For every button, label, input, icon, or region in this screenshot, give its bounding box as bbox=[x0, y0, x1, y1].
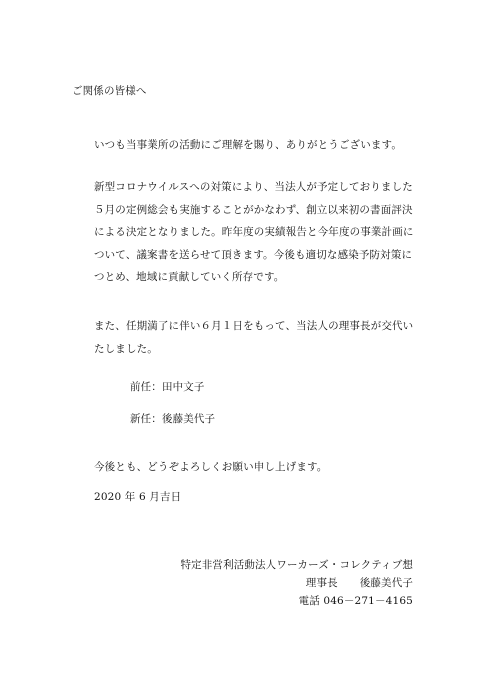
body-paragraph-1: 新型コロナウイルスへの対策により、当法人が予定しておりました５月の定例総会も実施することがかなわず、創立以来初の書面評決による決定となりました。昨年度の実績報告と今年度の事業計画について、議案書を送らせて頂きます。今後も適切な感染予防対策につとめ、地域に貢献していく所存です。 bbox=[94, 181, 414, 283]
organization-name: 特定非営利活動法人ワーカーズ・コレクティブ想 bbox=[180, 559, 413, 571]
representative-line bbox=[306, 576, 413, 590]
closing-line: 今後とも、どうぞよろしくお願い申し上げます。 bbox=[94, 461, 328, 473]
phone-line: 電話 046－271－4165 bbox=[298, 595, 413, 607]
greeting-line: いつも当事業所の活動にご理解を賜り、ありがとうございます。 bbox=[94, 139, 403, 151]
date-line: 2020 年 6 月吉日 bbox=[94, 491, 182, 503]
body-paragraph-2: また、任期満了に伴い６月１日をもって、当法人の理事長が交代いたしました。 bbox=[94, 320, 414, 355]
predecessor-line: 前任：田中文子 bbox=[130, 381, 205, 393]
successor-line: 新任：後藤美代子 bbox=[130, 413, 216, 425]
representative-title: 理事長 bbox=[305, 577, 338, 589]
salutation: ご関係の皆様へ bbox=[72, 85, 147, 97]
representative-name: 後藤美代子 bbox=[359, 577, 413, 589]
